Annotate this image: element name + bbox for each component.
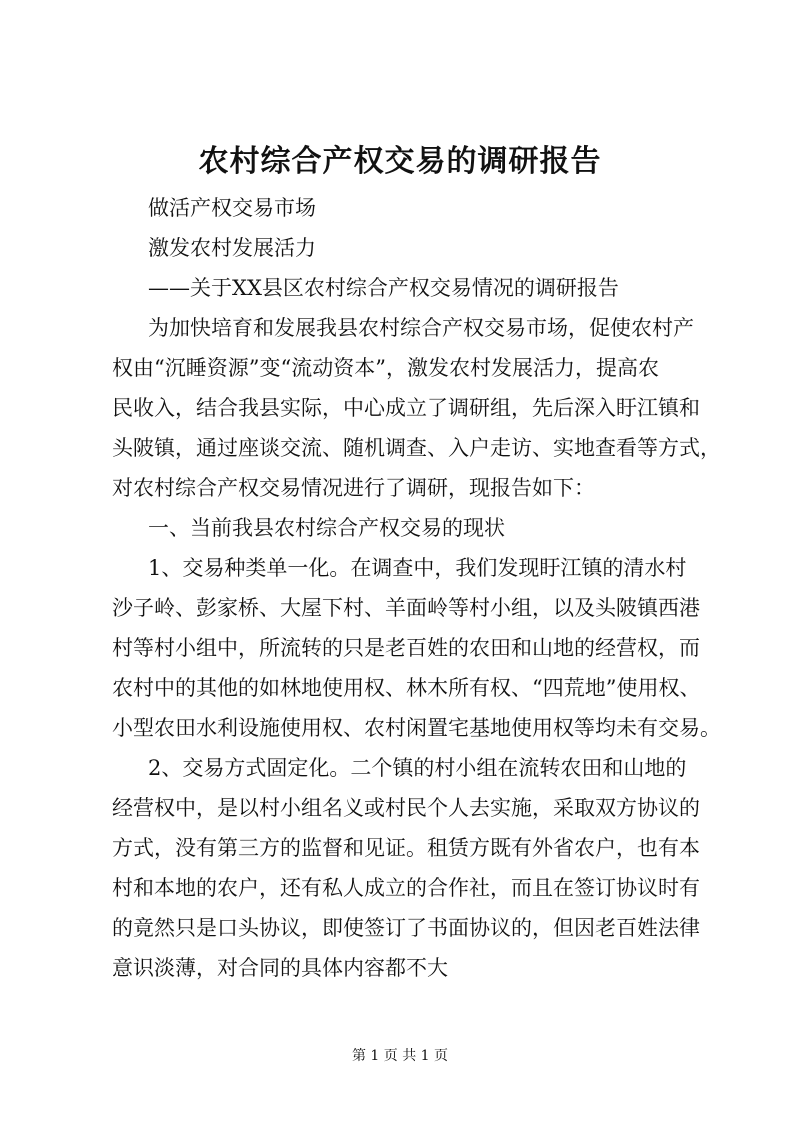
paragraph-line: 意识淡薄，对合同的具体内容都不大 — [112, 956, 448, 980]
paragraph-line: 村和本地的农户，还有私人成立的合作社，而且在签订协议时有 — [112, 876, 700, 900]
paragraph-line: 2、交易方式固定化。二个镇的村小组在流转农田和山地的 — [148, 756, 687, 780]
document-body — [112, 188, 722, 988]
section-heading: 一、当前我县农村综合产权交易的现状 — [148, 516, 505, 540]
subtitle-line: ——关于XX县区农村综合产权交易情况的调研报告 — [148, 276, 619, 300]
page-number-footer: 第 1 页 共 1 页 — [351, 1048, 449, 1064]
paragraph-line: 农村中的其他的如林地使用权、林木所有权、“四荒地”使用权、 — [112, 676, 701, 700]
paragraph-line: 对农村综合产权交易情况进行了调研，现报告如下： — [112, 476, 595, 500]
paragraph-line: 小型农田水利设施使用权、农村闲置宅基地使用权等均未有交易。 — [112, 716, 721, 740]
paragraph-line: 经营权中，是以村小组名义或村民个人去实施，采取双方协议的 — [112, 796, 700, 820]
subtitle-line: 激发农村发展活力 — [148, 236, 316, 260]
paragraph-line: 沙子岭、彭家桥、大屋下村、羊面岭等村小组，以及头陂镇西港 — [112, 596, 700, 620]
paragraph-line: 村等村小组中，所流转的只是老百姓的农田和山地的经营权，而 — [112, 636, 700, 660]
paragraph-line: 方式，没有第三方的监督和见证。租赁方既有外省农户，也有本 — [112, 836, 700, 860]
paragraph-line: 的竟然只是口头协议，即使签订了书面协议的，但因老百姓法律 — [112, 916, 700, 940]
paragraph-line: 权由“沉睡资源”变“流动资本”，激发农村发展活力，提高农 — [112, 356, 659, 380]
paragraph-line: 头陂镇，通过座谈交流、随机调查、入户走访、实地查看等方式， — [112, 436, 721, 460]
paragraph-line: 1、交易种类单一化。在调查中，我们发现盱江镇的清水村 — [148, 556, 687, 580]
paragraph-line: 民收入，结合我县实际，中心成立了调研组，先后深入盱江镇和 — [112, 396, 700, 420]
subtitle-line: 做活产权交易市场 — [148, 196, 316, 220]
document-title: 农村综合产权交易的调研报告 — [198, 144, 602, 179]
paragraph-line: 为加快培育和发展我县农村综合产权交易市场，促使农村产 — [148, 316, 694, 340]
